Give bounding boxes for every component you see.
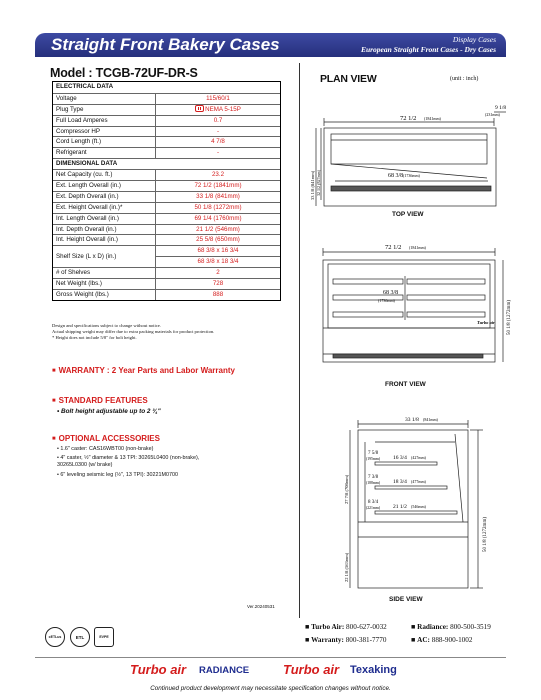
electrical-heading: ELECTRICAL DATA <box>53 82 280 93</box>
front-width-dim: 72 1/2 <box>385 244 402 251</box>
side-s2-dim: 18 3/4 <box>393 479 407 485</box>
dimensional-heading: DIMENSIONAL DATA <box>53 158 280 169</box>
spec-row: Ext. Depth Overall (in.) 33 1/8 (841mm) <box>53 191 280 202</box>
accessory-item: • 6" leveling seismic leg (½", 13 TPI): 30221M0700 <box>57 472 178 478</box>
spec-row: Voltage 115/60/1 <box>53 93 280 104</box>
top-view-label: TOP VIEW <box>392 211 424 218</box>
spec-row: Refrigerant - <box>53 147 280 158</box>
note-line: Design and specifications subject to change without notice. <box>52 323 161 328</box>
energy-logo: EVPE <box>94 627 114 647</box>
spec-row: Cord Length (ft.) 4 7/8 <box>53 136 280 147</box>
side-d1-dim: 7 5/8 <box>368 451 379 456</box>
top-side-dim: 9 1/8 <box>495 105 507 111</box>
note-line: * Height does not include 5/8" for bolt height. <box>52 335 137 340</box>
side-depth-dim: 33 1/8 <box>405 417 419 423</box>
side-depth-mm: (841mm) <box>423 417 438 422</box>
footer-disclaimer: Continued product development may necessitate specification changes without notice. <box>150 685 391 692</box>
subcategory-label: European Straight Front Cases - Dry Cases <box>360 45 496 54</box>
side-s1-mm: (427mm) <box>411 455 426 460</box>
spec-row: Ext. Height Overall (in.)* 50 1/8 (1272mm) <box>53 202 280 213</box>
category-label: Display Cases <box>452 35 496 44</box>
side-s1-dim: 16 3/4 <box>393 455 407 461</box>
contact-radiance: ■ Radiance: 800-500-3519 <box>411 623 491 631</box>
version-label: Ver.20240531 <box>247 604 275 609</box>
spec-row: # of Shelves 2 <box>53 267 280 278</box>
front-width-mm: (1841mm) <box>409 245 426 250</box>
etl-logo: ETL <box>70 627 90 647</box>
spec-row: Net Capacity (cu. ft.) 23.2 <box>53 169 280 180</box>
side-s3-mm: (546mm) <box>411 504 426 509</box>
front-brand-badge: Turbo air <box>477 320 495 325</box>
spec-row: Full Load Amperes 0.7 <box>53 115 280 126</box>
cetlus-logo: cETLus <box>45 627 65 647</box>
unit-label: (unit : inch) <box>450 76 479 82</box>
contact-turbo-air: ■ Turbo Air: 800-627-0032 <box>305 623 387 631</box>
spec-notes <box>52 323 214 341</box>
side-d3-mm: (221mm) <box>366 506 381 510</box>
standard-features-heading: ■ STANDARD FEATURES <box>52 396 148 405</box>
front-shelf-dim: 68 3/8 <box>383 290 399 296</box>
top-inner-dim: 68 3/8 <box>388 173 404 179</box>
column-divider <box>299 63 300 618</box>
side-d2-mm: (188mm) <box>366 481 381 485</box>
side-lower-dim: 22 1/8 (563mm) <box>344 552 349 582</box>
warranty-heading: ■ WARRANTY : 2 Year Parts and Labor Warranty <box>52 366 235 375</box>
turbo-air-logo: Turbo air <box>130 662 187 677</box>
spec-row: Int. Height Overall (in.) 25 5/8 (650mm) <box>53 234 280 245</box>
side-s2-mm: (477mm) <box>411 479 426 484</box>
accessory-item: 30265L0300 (w/ brake) <box>57 462 113 468</box>
texaking-logo: Texaking <box>350 664 397 676</box>
top-inner-depth-dim: 32 1/2 (827mm) <box>316 170 321 196</box>
side-upper-dim: 27 7/8 (708mm) <box>344 474 349 504</box>
top-view-drawing <box>305 100 515 215</box>
plan-view-title: PLAN VIEW <box>320 73 377 85</box>
spec-row: Plug Type NEMA 5-15P <box>53 104 280 115</box>
spec-row: Net Weight (lbs.) 728 <box>53 278 280 289</box>
footer-divider <box>35 657 506 658</box>
feature-item: • Bolt height adjustable up to 2 ¾" <box>57 408 161 415</box>
front-view-label: FRONT VIEW <box>385 381 426 388</box>
spec-row: Int. Depth Overall (in.) 21 1/2 (546mm) <box>53 224 280 235</box>
optional-accessories-heading: ■ OPTIONAL ACCESSORIES <box>52 434 160 443</box>
contact-warranty: ■ Warranty: 800-381-7770 <box>305 636 387 644</box>
note-line: Actual shipping weight may differ due to extra packing materials for product protection. <box>52 329 215 334</box>
spec-row: Gross Weight (lbs.) 888 <box>53 289 280 300</box>
header-banner <box>35 33 506 57</box>
front-height-dim: 50 1/8 (1272mm) <box>507 300 512 335</box>
top-width-dim: 72 1/2 <box>400 115 417 122</box>
side-height-dim: 50 1/8 (1272mm) <box>483 517 488 552</box>
contact-ac: ■ AC: 888-900-1002 <box>411 636 473 644</box>
front-view-drawing <box>305 240 515 380</box>
front-shelf-mm: (1736mm) <box>378 298 395 303</box>
side-s3-dim: 21 1/2 <box>393 504 407 510</box>
page-title: Straight Front Bakery Cases <box>51 35 280 54</box>
side-view-drawing <box>305 412 515 592</box>
spec-row-shelf-size: Shelf Size (L x D) (in.) 68 3/8 x 16 3/4 68 3/8 x 18 3/4 <box>53 245 280 267</box>
accessory-item: • 1.6" caster: CAS16WBT00 (non-brake) <box>57 446 154 452</box>
side-d2-dim: 7 3/8 <box>368 475 379 480</box>
side-view-label: SIDE VIEW <box>389 596 423 603</box>
radiance-logo: RADIANCE <box>199 665 250 676</box>
side-d3-dim: 8 3/4 <box>368 500 379 505</box>
top-width-mm: (1841mm) <box>424 116 441 121</box>
accessory-item: • 4" caster, ½" diameter & 13 TPI: 30265L0400 (non-brake), <box>57 455 200 461</box>
top-side-mm: (231mm) <box>485 112 500 117</box>
model-number: Model : TCGB-72UF-DR-S <box>50 66 198 80</box>
plug-icon <box>195 105 204 112</box>
turbo-air-logo-2: Turbo air <box>283 662 340 677</box>
spec-row: Int. Length Overall (in.) 69 1/4 (1760mm) <box>53 213 280 224</box>
spec-row: Compressor HP - <box>53 126 280 137</box>
spec-table <box>52 81 281 301</box>
spec-row: Ext. Length Overall (in.) 72 1/2 (1841mm) <box>53 180 280 191</box>
top-depth-dim: 33 1/8 (841mm) <box>310 170 315 200</box>
top-inner-mm: (1736mm) <box>403 173 420 178</box>
side-d1-mm: (195mm) <box>366 457 381 461</box>
